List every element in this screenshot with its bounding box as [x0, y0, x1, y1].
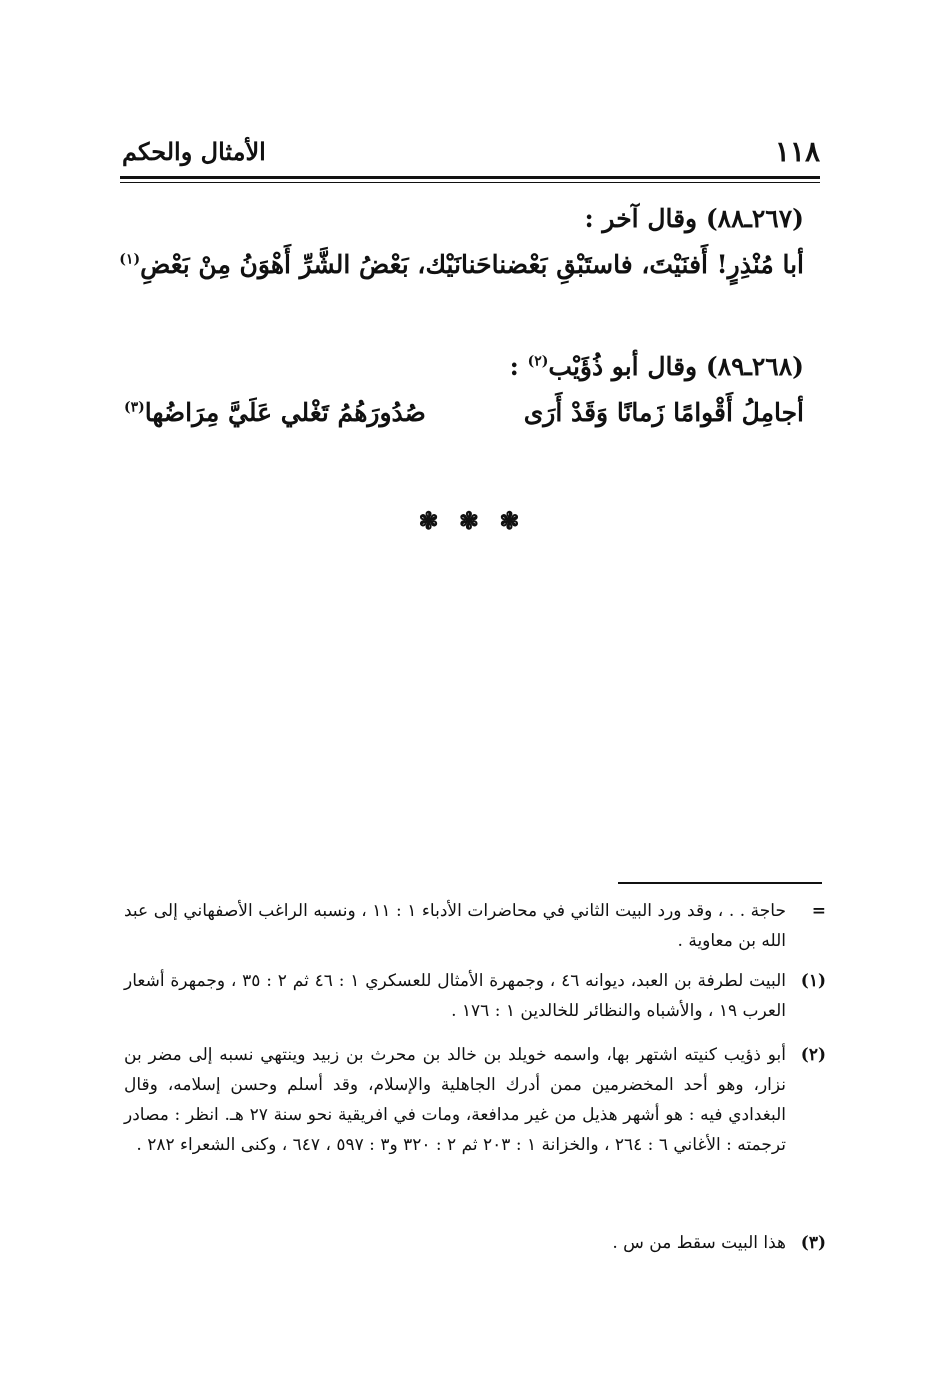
footnote-text: حاجة . . ، وقد ورد البيت الثاني في محاضرات الأدباء ١ : ١١ ، ونسبه الراغب الأصفهاني إلى عبد الله بن معاوية .	[124, 901, 786, 951]
footnote-rule	[618, 882, 822, 884]
second-hemistich-wrap	[124, 398, 426, 428]
first-hemistich: أبا مُنْذِرٍ! أَفنَيْتَ، فاستَبْقِ بَعْضنا	[491, 250, 804, 279]
verse-line-268	[124, 398, 804, 428]
footnote-marker: (١)	[800, 971, 826, 991]
entry-intro-268	[510, 352, 804, 382]
entry-intro-text: (٢٦٨ـ٨٩) وقال أبو ذُؤَيْب	[548, 352, 804, 381]
footnote-text: هذا البيت سقط من س .	[612, 1233, 786, 1253]
footnote-ref-2[interactable]: (٢)	[527, 353, 549, 370]
entry-intro-suffix: :	[509, 352, 528, 381]
header-rule	[120, 176, 820, 179]
footnote-3	[124, 1228, 824, 1258]
page-number: ١١٨	[774, 135, 820, 168]
running-title: الأمثال والحكم	[122, 137, 266, 166]
second-hemistich: صُدُورَهُمُ تَغْلي عَلَيَّ مِرَاضُها	[144, 398, 426, 427]
section-separator: ❃ ❃ ❃	[418, 506, 526, 535]
entry-intro-text: (٢٦٧ـ٨٨) وقال آخر :	[584, 204, 804, 233]
footnote-1	[124, 966, 824, 1026]
first-hemistich: أجامِلُ أَقْوامًا زَمانًا وَقَدْ أَرَى	[523, 398, 804, 427]
footnote-continued	[124, 896, 824, 956]
footnote-ref-3[interactable]: (٣)	[124, 399, 145, 416]
footnote-marker: (٢)	[800, 1045, 826, 1065]
footnote-text: أبو ذؤيب كنيته اشتهر بها، واسمه خويلد بن خالد بن محرث بن زبيد وينتهي نسبه إلى مضر بن نزار، وهو أحد المخضرمين ممن أدرك الجاهلية والإسلام، وقد أسلم وحسن إسلامه، وقال البغدادي فيه : هو أشهر هذيل من غير مدافعة، ومات في افريقية نحو سنة ٢٧ هـ. انظر : مصادر ترجمته : الأغاني ٦ : ٢٦٤ ، والخزانة ١ : ٢٠٣ ثم ٢ : ٣٢٠ و٣ : ٥٩٧ ، ٦٤٧ ، وكنى الشعراء ٢٨٢ .	[124, 1045, 787, 1155]
entry-intro-267	[585, 204, 805, 234]
footnote-marker: (٣)	[800, 1233, 826, 1253]
second-hemistich-wrap	[119, 250, 491, 280]
footnote-marker: =	[811, 901, 826, 921]
footnote-ref-1[interactable]: (١)	[119, 251, 141, 268]
footnote-text: البيت لطرفة بن العبد، ديوانه ٤٦ ، وجمهرة الأمثال للعسكري ١ : ٤٦ ثم ٢ : ٣٥ ، وجمهرة أشعار العرب ١٩ ، والأشباه والنظائر للخالدين ١ : ١٧٦ .	[124, 971, 786, 1021]
verse-line-267	[119, 250, 804, 280]
footnote-2	[124, 1040, 824, 1160]
header-rule-thin	[120, 182, 820, 183]
second-hemistich: حَنانَيْك، بَعْضُ الشَّرِّ أَهْوَنُ مِنْ بَعْضِ	[140, 250, 492, 279]
